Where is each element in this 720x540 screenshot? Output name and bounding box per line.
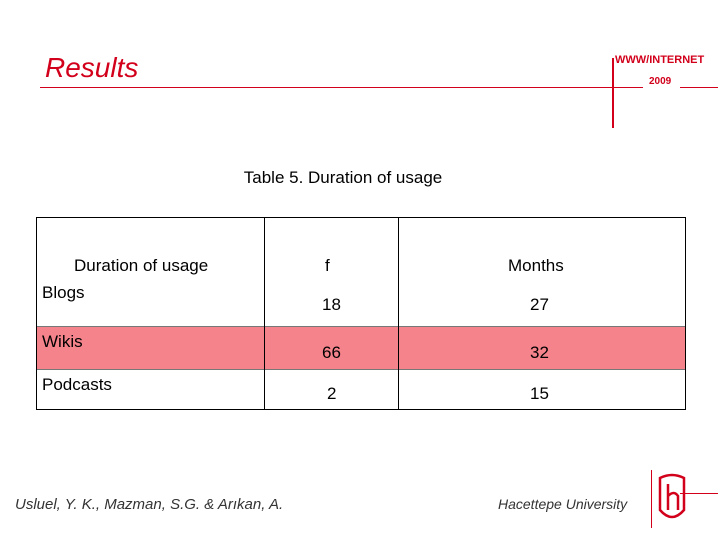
column-separator xyxy=(398,218,399,410)
row-months-value: 15 xyxy=(530,384,549,403)
row-months-value: 27 xyxy=(530,295,549,314)
row-f-value: 66 xyxy=(322,343,341,362)
column-separator xyxy=(264,218,265,410)
table-header-row xyxy=(36,218,686,282)
header-vertical-divider xyxy=(612,58,614,128)
table-border-left xyxy=(36,218,37,410)
slide-title: Results xyxy=(45,52,139,83)
row-f-value: 18 xyxy=(322,295,341,314)
table-row xyxy=(36,282,686,326)
row-months-value: 32 xyxy=(530,343,549,362)
table-border-right xyxy=(685,218,686,410)
conference-year: 2009 xyxy=(649,76,672,87)
hacettepe-logo-icon xyxy=(656,470,688,528)
table-row xyxy=(36,326,686,370)
university-footer: Hacettepe University xyxy=(498,496,628,512)
usage-table xyxy=(36,217,686,410)
footer-vertical-divider xyxy=(651,470,652,528)
column-header-months: Months xyxy=(508,256,564,275)
table-caption: Table 5. Duration of usage xyxy=(243,168,443,187)
row-label: Wikis xyxy=(42,332,83,351)
table-row xyxy=(36,370,686,410)
row-label: Blogs xyxy=(42,283,85,302)
conference-brand: WWW/INTERNET xyxy=(615,54,705,66)
row-f-value: 2 xyxy=(327,384,337,403)
column-header-f: f xyxy=(325,256,330,275)
header-divider-right xyxy=(680,87,718,88)
row-label: Podcasts xyxy=(42,375,112,394)
column-header-duration: Duration of usage xyxy=(74,256,209,275)
header-divider xyxy=(40,87,643,88)
authors-footer: Usluel, Y. K., Mazman, S.G. & Arıkan, A. xyxy=(15,496,284,513)
